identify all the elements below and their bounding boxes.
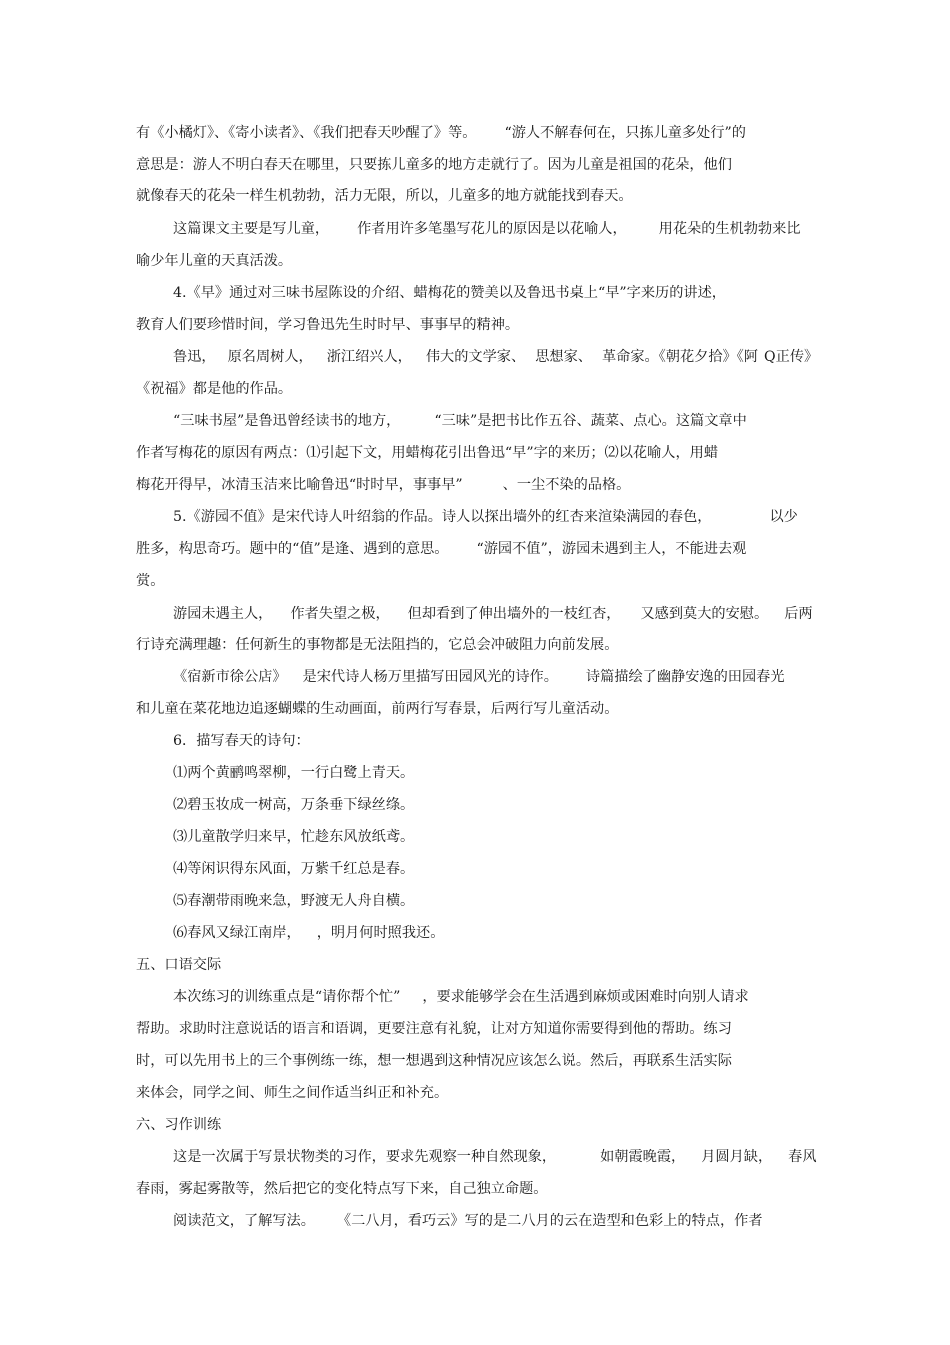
text-line: ⑹春风又绿江南岸， ，明月何时照我还。: [173, 925, 445, 941]
text-line: 梅花开得早，冰清玉洁来比喻鲁迅“时时早，事事早” 、一尘不染的品格。: [136, 477, 631, 493]
text-line: ⑷等闲识得东风面，万紫千红总是春。: [173, 861, 415, 877]
text-line: 《祝福》都是他的作品。: [136, 381, 293, 397]
text-line: 这篇课文主要是写儿童， 作者用许多笔墨写花儿的原因是以花喻人， 用花朵的生机勃勃来比: [173, 221, 801, 237]
text-line: 时，可以先用书上的三个事例练一练，想一想遇到这种情况应该怎么说。然后，再联系生活实际: [136, 1053, 732, 1069]
text-line: 《宿新市徐公店》 是宋代诗人杨万里描写田园风光的诗作。 诗篇描绘了幽静安逸的田园春光: [173, 669, 785, 685]
text-line: 喻少年儿童的天真活泼。: [136, 253, 293, 269]
text-line: 行诗充满理趣：任何新生的事物都是无法阻挡的，它总会冲破阻力向前发展。: [136, 637, 619, 653]
text-line: 作者写梅花的原因有两点：⑴引起下文，用蜡梅花引出鲁迅“早”字的来历；⑵以花喻人，用蜡: [136, 445, 719, 461]
text-line: 5.《游园不值》是宋代诗人叶绍翁的作品。诗人以探出墙外的红杏来渲染满园的春色， 以少: [173, 509, 798, 525]
text-line: “三味书屋”是鲁迅曾经读书的地方， “三味”是把书比作五谷、蔬菜、点心。这篇文章中: [173, 413, 747, 429]
text-line: 鲁迅， 原名周树人， 浙江绍兴人， 伟大的文学家、 思想家、 革命家。《朝花夕拾》《阿 Q正传》: [173, 349, 819, 365]
section-heading: 六、习作训练: [136, 1117, 222, 1133]
text-line: 4.《早》通过对三味书屋陈设的介绍、蜡梅花的赞美以及鲁迅书桌上“早”字来历的讲述，: [173, 285, 726, 301]
text-line: 6．描写春天的诗句：: [173, 733, 310, 749]
text-line: 有《小橘灯》、《寄小读者》、《我们把春天吵醒了》等。 “游人不解春何在，只拣儿童多处行”的: [136, 125, 746, 141]
text-line: 教育人们要珍惜时间，学习鲁迅先生时时早、事事早的精神。: [136, 317, 520, 333]
section-heading: 五、口语交际: [136, 957, 222, 973]
text-line: 意思是：游人不明白春天在哪里，只要拣儿童多的地方走就行了。因为儿童是祖国的花朵，他们: [136, 157, 732, 173]
text-line: ⑵碧玉妆成一树高，万条垂下绿丝绦。: [173, 797, 415, 813]
text-line: ⑸春潮带雨晚来急，野渡无人舟自横。: [173, 893, 415, 909]
text-line: 来体会，同学之间、师生之间作适当纠正和补充。: [136, 1085, 449, 1101]
text-line: 春雨，雾起雾散等，然后把它的变化特点写下来，自己独立命题。: [136, 1181, 548, 1197]
text-line: 就像春天的花朵一样生机勃勃，活力无限，所以，儿童多的地方就能找到春天。: [136, 188, 633, 204]
text-line: 这是一次属于写景状物类的习作，要求先观察一种自然现象， 如朝霞晚霞， 月圆月缺， 春风: [173, 1149, 817, 1165]
text-line: 和儿童在菜花地边追逐蝴蝶的生动画面，前两行写春景，后两行写儿童活动。: [136, 701, 619, 717]
text-line: ⑶儿童散学归来早，忙趁东风放纸鸢。: [173, 829, 415, 845]
text-line: 胜多，构思奇巧。题中的“值”是逢、遇到的意思。 “游园不值”，游园未遇到主人，不能进去观: [136, 541, 747, 557]
text-line: 本次练习的训练重点是“请你帮个忙” ，要求能够学会在生活遇到麻烦或困难时向别人请求: [173, 989, 749, 1005]
text-line: 游园未遇主人， 作者失望之极， 但却看到了伸出墙外的一枝红杏， 又感到莫大的安慰。 后两: [173, 606, 813, 622]
text-line: 阅读范文，了解写法。 《二八月，看巧云》写的是二八月的云在造型和色彩上的特点，作者: [173, 1213, 763, 1229]
text-line: 帮助。求助时注意说话的语言和语调，更要注意有礼貌，让对方知道你需要得到他的帮助。练习: [136, 1021, 732, 1037]
text-line: ⑴两个黄鹂鸣翠柳，一行白鹭上青天。: [173, 765, 415, 781]
text-line: 赏。: [136, 573, 165, 589]
